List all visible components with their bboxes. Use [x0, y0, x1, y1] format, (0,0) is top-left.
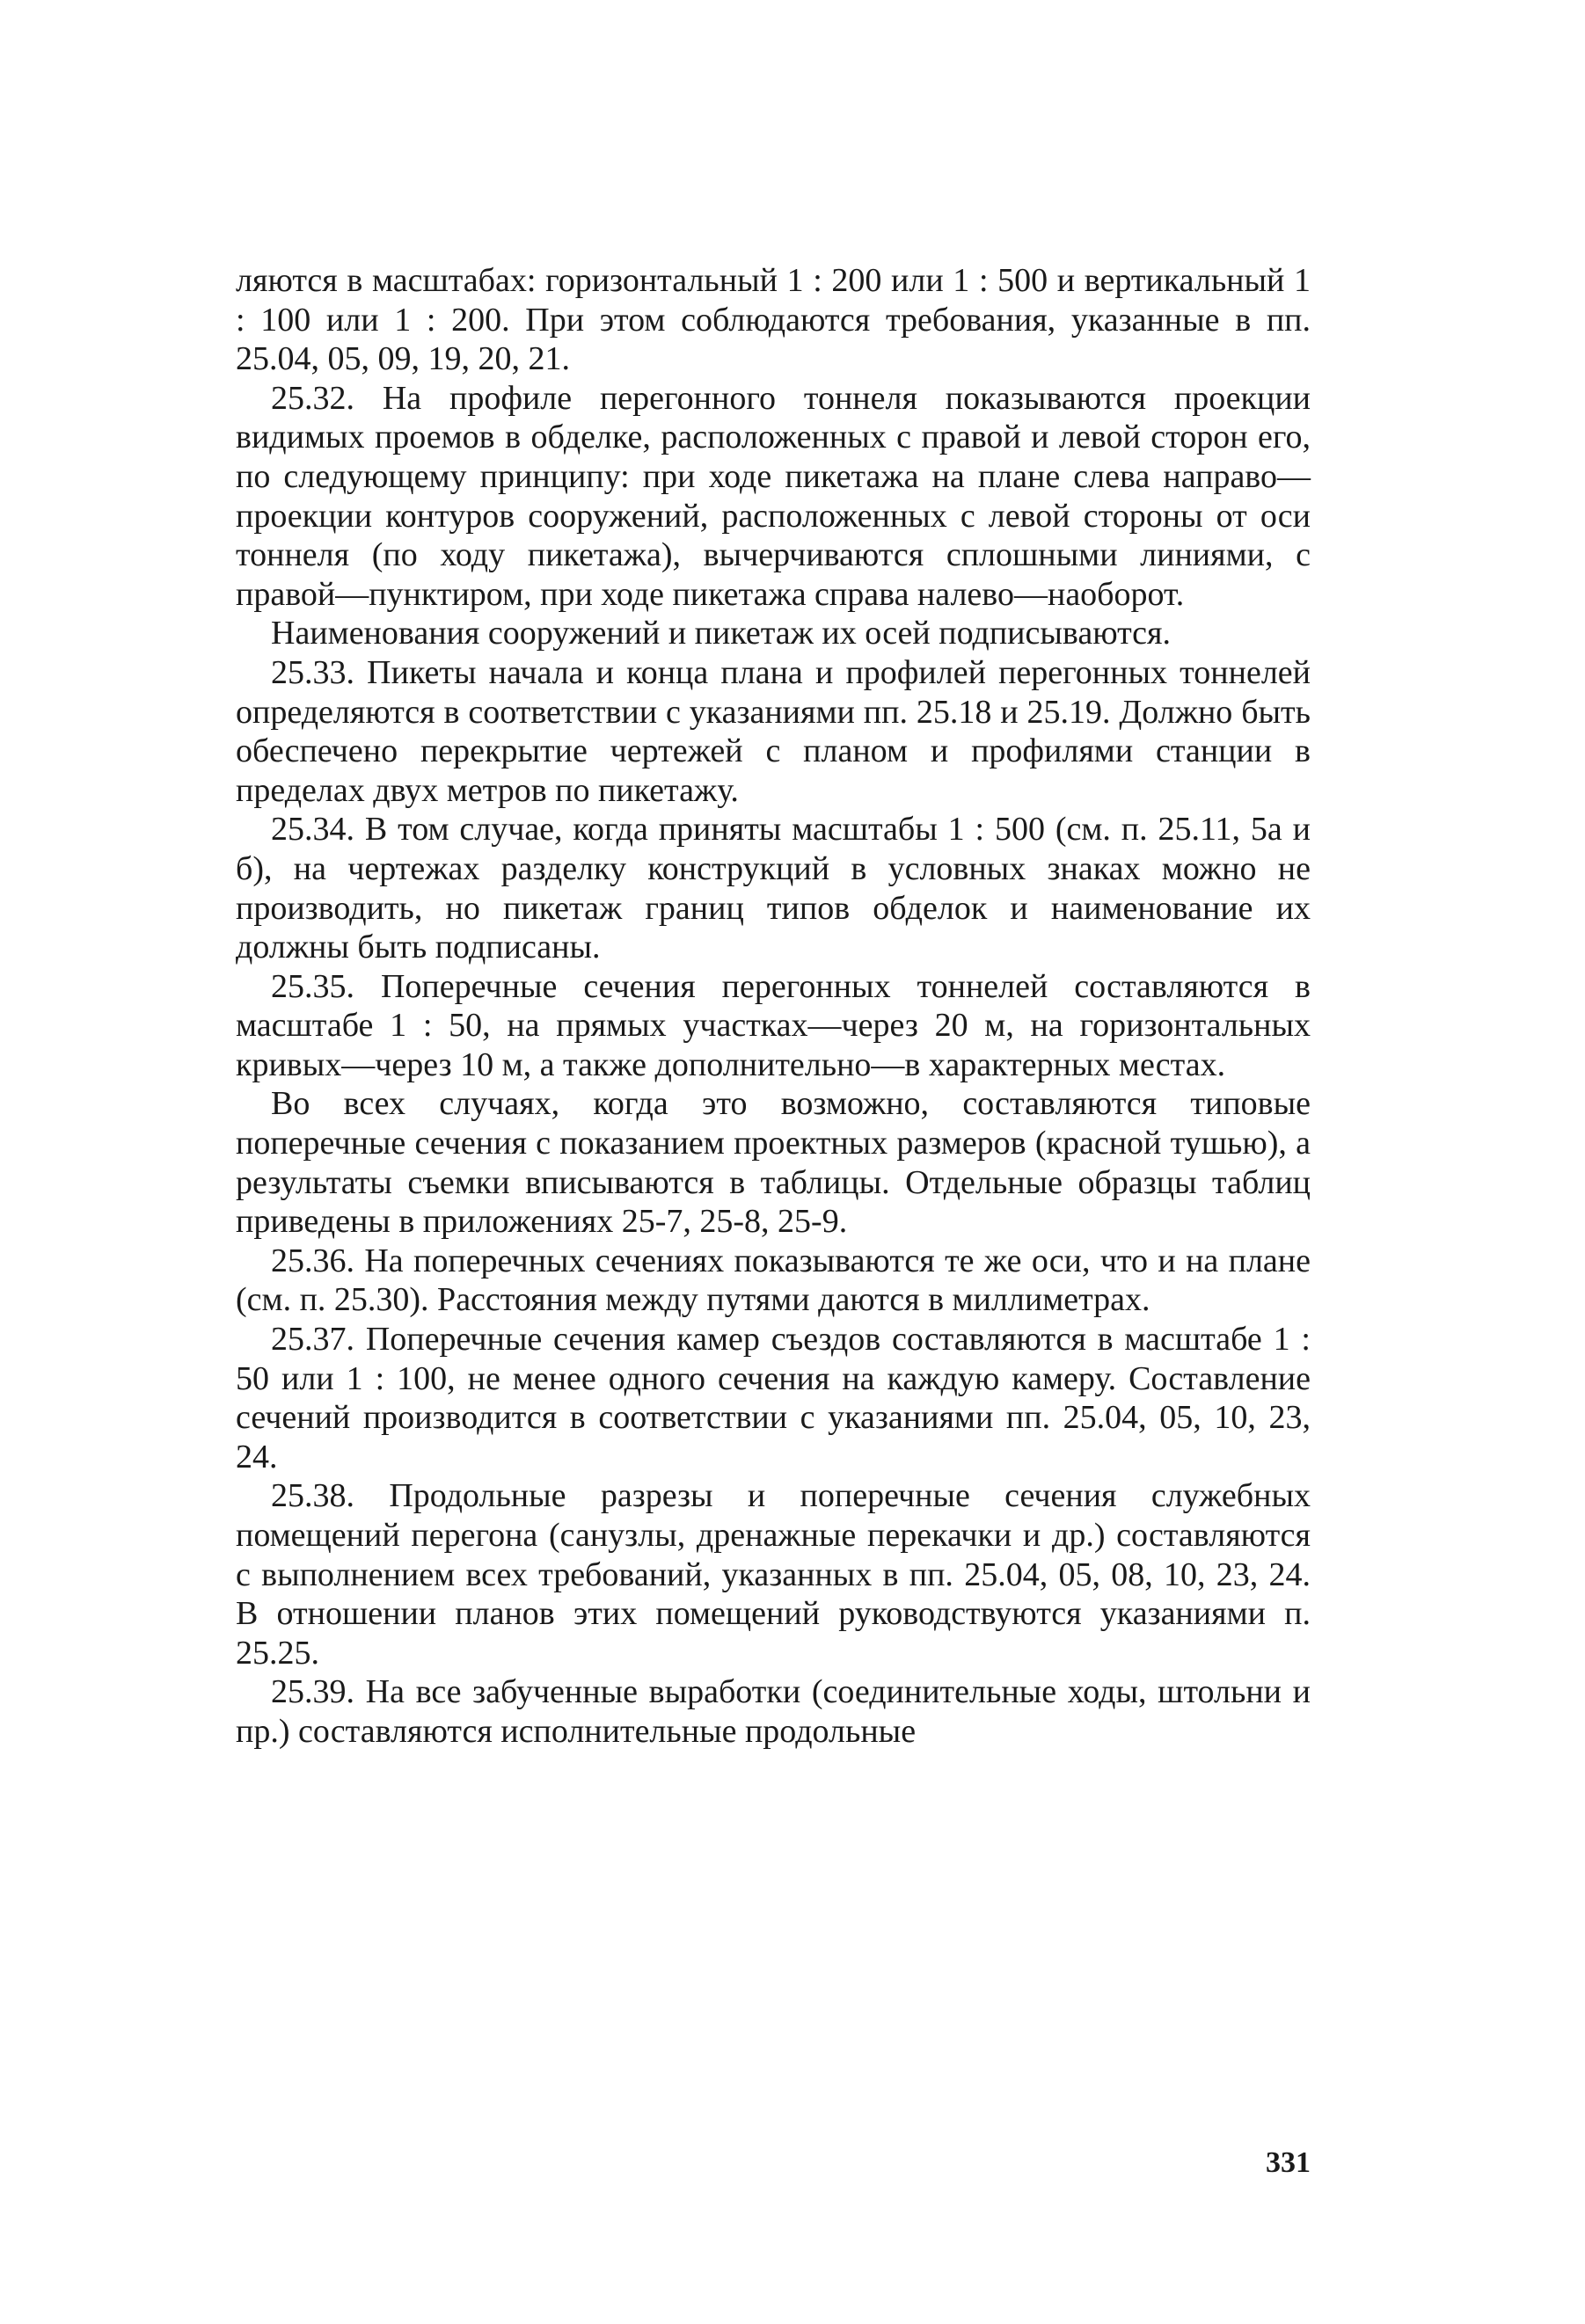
body-text: [236, 261, 1311, 1752]
paragraph-typical-sections: Во всех случаях, когда это возможно, составляются типовые поперечные сечения с показанием проектных размеров (красной тушью), а результаты съемки вписываются в таблицы. Отдельные образцы таблиц приведены в приложениях 25-7, 25-8, 25-9.: [236, 1085, 1311, 1241]
paragraph-25-38: 25.38. Продольные разрезы и поперечные сечения служебных помещений перегона (санузлы, дренажные перекачки и др.) составляются с выполнением всех требований, указанных в пп. 25.04, 05, 08, 10, 23, 24. В отношении планов этих помещений руководствуются указаниями п. 25.25.: [236, 1477, 1311, 1672]
paragraph-25-32: 25.32. На профиле перегонного тоннеля показываются проекции видимых проемов в обделке, расположенных с правой и левой сторон его, по следующему принципу: при ходе пикетажа на плане слева направо—проекции контуров сооружений, расположенных с левой стороны от оси тоннеля (по ходу пикетажа), вычерчиваются сплошными линиями, с правой—пунктиром, при ходе пикетажа справа налево—наоборот.: [236, 379, 1311, 613]
paragraph-25-36: 25.36. На поперечных сечениях показываются те же оси, что и на плане (см. п. 25.30). Расстояния между путями даются в миллиметрах.: [236, 1242, 1311, 1319]
paragraph-25-37: 25.37. Поперечные сечения камер съездов составляются в масштабе 1 : 50 или 1 : 100, не менее одного сечения на каждую камеру. Составление сечений производится в соответствии с указаниями пп. 25.04, 05, 10, 23, 24.: [236, 1321, 1311, 1475]
paragraph-continuation: ляются в масштабах: горизонтальный 1 : 200 или 1 : 500 и вертикальный 1 : 100 или 1 : 200. При этом соблюдаются требования, указанные в пп. 25.04, 05, 09, 19, 20, 21.: [236, 262, 1311, 378]
paragraph-25-34: 25.34. В том случае, когда приняты масштабы 1 : 500 (см. п. 25.11, 5а и б), на чертежах разделку конструкций в условных знаках можно не производить, но пикетаж границ типов обделок и наименование их должны быть подписаны.: [236, 811, 1311, 966]
paragraph-25-39: 25.39. На все забученные выработки (соединительные ходы, штольни и пр.) составляются исполнительные продольные: [236, 1673, 1311, 1750]
paragraph-25-33: 25.33. Пикеты начала и конца плана и профилей перегонных тоннелей определяются в соответствии с указаниями пп. 25.18 и 25.19. Должно быть обеспечено перекрытие чертежей с планом и профилями станции в пределах двух метров по пикетажу.: [236, 653, 1311, 809]
paragraph-25-35: 25.35. Поперечные сечения перегонных тоннелей составляются в масштабе 1 : 50, на прямых участках—через 20 м, на горизонтальных кривых—через 10 м, а также дополнительно—в характерных местах.: [236, 967, 1311, 1083]
page-number: 331: [1266, 2146, 1311, 2179]
paragraph-structure-names: Наименования сооружений и пикетаж их осей подписываются.: [271, 615, 1171, 652]
